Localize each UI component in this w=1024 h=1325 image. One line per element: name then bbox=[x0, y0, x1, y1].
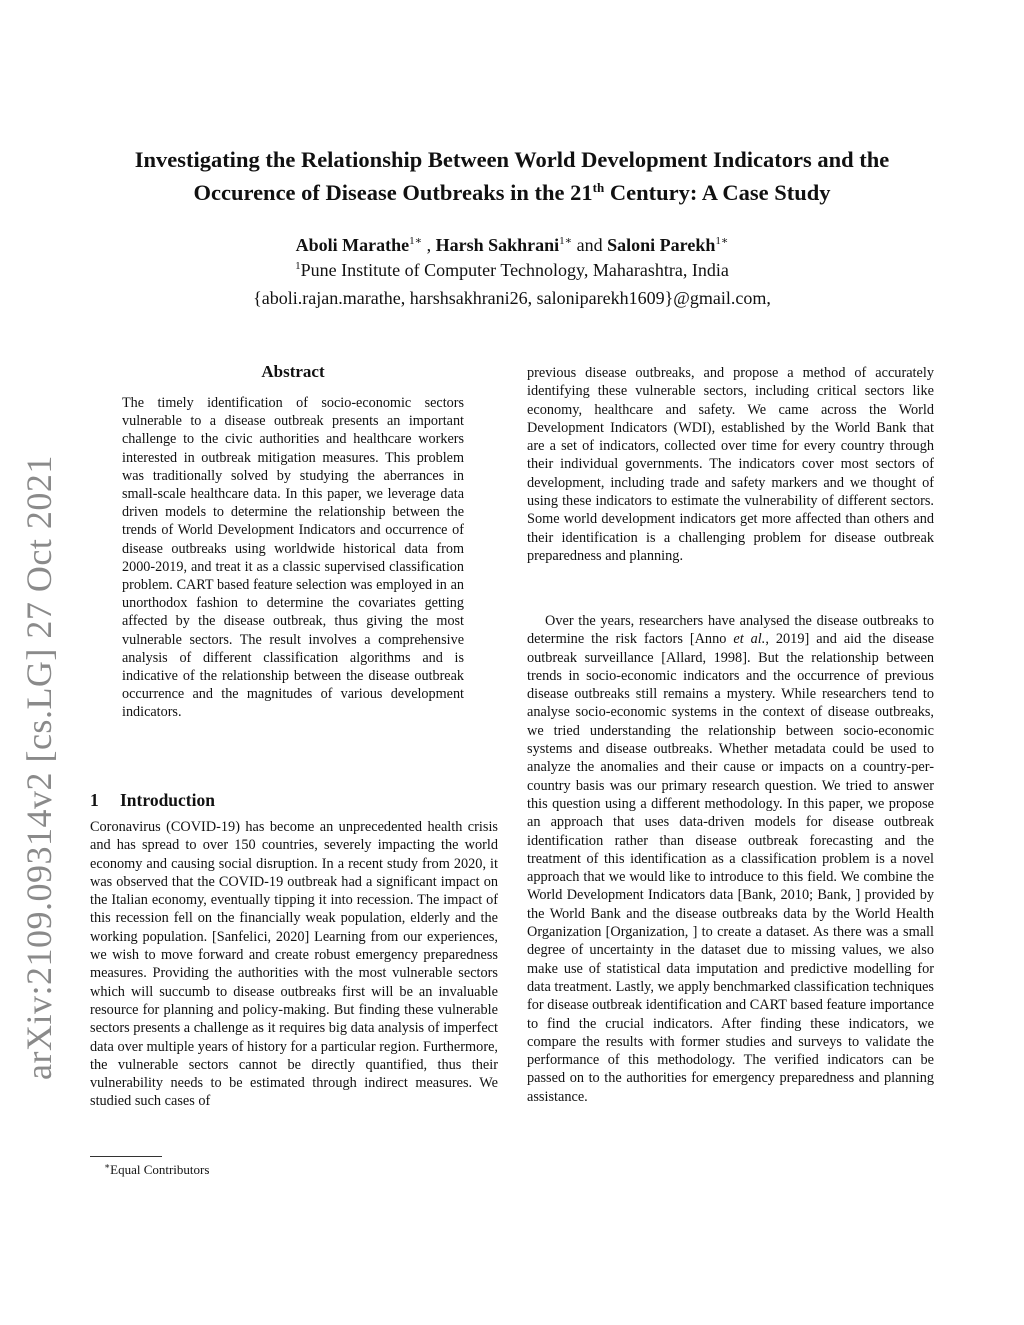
section-heading-introduction bbox=[90, 790, 215, 811]
section-number: 1 bbox=[90, 790, 99, 810]
paragraph-text-part: Over the years, researchers have analysed the disease outbreaks to determine the risk factors [Anno bbox=[527, 613, 934, 648]
abstract-text: The timely identification of socio-economic sectors vulnerable to a disease outbreak presents an important challenge to the civic authorities and healthcare workers interested in outbreak mitigation measures. This problem was traditionally solved by studying the aberrances in small-scale healthcare data. In this paper, we leverage data driven models to determine the relationship between the trends of World Development Indicators and occurrence of disease outbreaks using worldwide historical data from 2000-2019, and treat it as a classic supervised classification problem. CART based feature selection was employed in an unorthodox fashion to determine the covariates getting affected by the disease outbreak, thus giving the most vulnerable sectors. The result involves a comprehensive analysis of different classification algorithms and is indicative of the relationship between the disease outbreak occurrence and the magnitudes of various development indicators. bbox=[122, 395, 464, 721]
footnote-divider bbox=[90, 1156, 162, 1157]
footnote-mark: ∗ bbox=[104, 1161, 111, 1171]
title-line-1: Investigating the Relationship Between World Development Indicators and the bbox=[134, 147, 890, 172]
affiliation-mark: 1 bbox=[295, 260, 301, 272]
title-line-2-text: Occurence of Disease Outbreaks in the 21 bbox=[193, 180, 593, 205]
author-name: Saloni Parekh bbox=[607, 235, 716, 255]
introduction-paragraph: Coronavirus (COVID-19) has become an unprecedented health crisis and has spread to over 150 countries, severely impacting the world economy and causing social disruption. In a recent study from 2020, it was observed that the COVID-19 outbreak had a significant impact on the Italian economy, eventually tipping it into recession. The impact of this recession fell on the financially weak population, elderly and the working population. [Sanfelici, 2020] Learning from our experiences, we wish to move forward and create robust emergency preparedness measures. Providing the authorities with the most vulnerable sectors which will succumb to disease outbreaks first will be an invaluable resource for planning and policy-making. But finding these vulnerable sectors presents a challenge as it requires big data analysis of imperfect data over multiple years of history for a particular region. Furthermore, the vulnerable sectors cannot be directly quantified, thus their vulnerability needs to be estimated through indirect measures. We studied such cases of bbox=[90, 819, 498, 1110]
author-separator: and bbox=[572, 235, 608, 255]
paragraph-text-part: , 2019] and aid the disease outbreak surveillance [Allard, 1998]. But the relationship between trends in socio-economic indicators and the occurrence of previous disease outbreaks still remains a mystery. While researchers tend to analyse socio-economic systems in the context of disease outbreaks, we tried understanding the relationship between socio-economic systems and disease outbreaks. Whether metadata could be used to analyze the anomalies and their cause or impacts on a country-per-country basis was our primary research question. We tried to answer this question using a different methodology. In this paper, we propose an approach that uses data-driven models for disease outbreak identification rather than disease outbreak forecasting and the treatment of this identification as a classification problem is a novel approach that we would like to introduce to this field. We combine the World Development Indicators data [Bank, 2010; Bank, ] provided by the World Bank and the disease outbreaks data by the World Health Organization [Organization, ] to create a dataset. As there was a small degree of uncertainty in the dataset due to missing values, we also make use of statistical data imputation and predictive modelling for data treatment. Lastly, we apply benchmarked classification techniques for disease outbreak identification and CART based feature importance to find the crucial indicators. After finding these indicators, we compare the results with former studies and surveys to validate the performance of this methodology. The verified indicators can be passed on to the authorities for emergency preparedness and planning assistance. bbox=[527, 631, 934, 1105]
author-marks: 1∗ bbox=[559, 235, 573, 247]
citation-etal: et al. bbox=[733, 631, 766, 648]
abstract-heading: Abstract bbox=[261, 362, 325, 381]
arxiv-identifier: arXiv:2109.09314v2 [cs.LG] 27 Oct 2021 bbox=[19, 455, 59, 1080]
author-name: Aboli Marathe bbox=[295, 235, 410, 255]
paper-title bbox=[70, 146, 954, 207]
title-line-2 bbox=[70, 174, 954, 207]
title-line-2-end: Century: A Case Study bbox=[604, 180, 831, 205]
author-marks: 1∗ bbox=[409, 235, 423, 247]
author-name: Harsh Sakhrani bbox=[435, 235, 560, 255]
author-list bbox=[70, 230, 954, 256]
footnote bbox=[104, 1161, 209, 1178]
author-marks: 1∗ bbox=[715, 235, 729, 247]
affiliation-text: Pune Institute of Computer Technology, Maharashtra, India bbox=[300, 260, 729, 280]
affiliation bbox=[70, 260, 954, 281]
section-title: Introduction bbox=[120, 790, 215, 810]
right-column-paragraph-1: previous disease outbreaks, and propose a method of accurately identifying these vulnerable sectors, including critical sectors like economy, healthcare and safety. We came across the World Development Indicators (WDI), established by the World Bank that are a set of indicators, collected over time for every country through their individual governments. The indicators cover most sectors of development, including trade and safety markers and we thought of using these indicators to estimate the vulnerability of different sectors. Some world development indicators get more affected than others and their identification is a challenging problem for disease outbreak preparedness and planning. bbox=[527, 365, 934, 564]
author-separator: , bbox=[422, 235, 436, 255]
author-emails: {aboli.rajan.marathe, harshsakhrani26, saloniparekh1609}@gmail.com, bbox=[253, 288, 771, 308]
right-column-paragraph-2 bbox=[527, 612, 934, 1106]
title-superscript: th bbox=[592, 180, 605, 195]
footnote-text: Equal Contributors bbox=[110, 1162, 210, 1177]
paragraph-text bbox=[527, 612, 934, 1106]
